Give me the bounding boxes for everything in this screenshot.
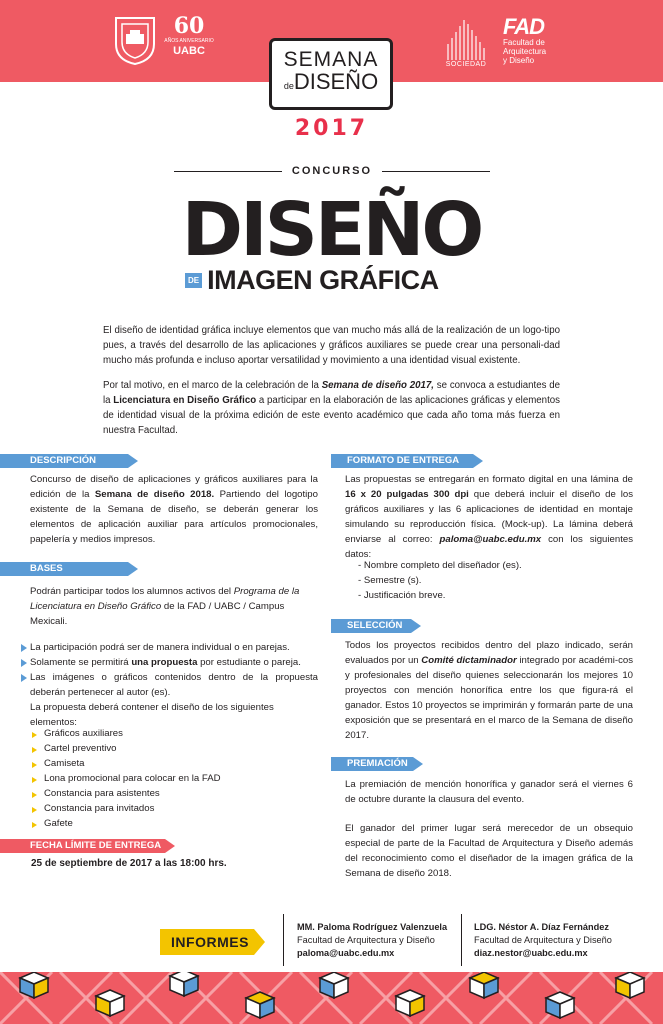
contact-2-org: Facultad de Arquitectura y Diseño xyxy=(474,935,612,945)
informes-badge xyxy=(160,929,265,955)
seleccion-text xyxy=(345,638,633,743)
aniversario-number: 60 xyxy=(173,13,205,39)
triangle-bullet-icon xyxy=(32,807,37,813)
formato-item-3: - Justificación breve. xyxy=(358,590,446,601)
intro2-e: a participar en la elaboración de las aplicaciones gráficas y elementos de identidad visual de la próxima edición de este evento académico que cada año toma más fuerza en nuestra Facultad. xyxy=(103,395,560,436)
bases-intro xyxy=(30,584,318,629)
triangle-bullet-icon xyxy=(32,762,37,768)
intro-paragraph-2 xyxy=(103,378,560,438)
informes-label: INFORMES xyxy=(171,934,249,950)
contact-1-email[interactable]: paloma@uabc.edu.mx xyxy=(297,948,395,958)
bases-a: Podrán participar todos los alumnos activos del xyxy=(30,586,234,597)
formato-header xyxy=(331,454,483,468)
desc-b: Semana de diseño 2018. xyxy=(94,489,215,500)
formato-label: FORMATO DE ENTREGA xyxy=(347,455,460,466)
header-bar xyxy=(0,562,138,576)
bases-rule-4: La propuesta deberá contener el diseño de los siguientes elementos: xyxy=(30,702,274,728)
desc-a: Concurso de diseño de aplicaciones y gráficos auxiliares para la edición de la xyxy=(30,474,318,500)
sociedad-label: SOCIEDAD xyxy=(445,61,487,68)
seleccion-header xyxy=(331,619,421,633)
fmt-a: Las propuestas se entregarán en formato digital en una lámina de xyxy=(345,474,633,485)
triangle-bullet-icon xyxy=(32,777,37,783)
premiacion-text-1: La premiación de mención honorífica y ganador será el viernes 6 de octubre durante la clausura del evento. xyxy=(345,779,633,805)
bases-label: BASES xyxy=(30,563,63,574)
fmt-b: 16 x 20 pulgadas 300 dpi xyxy=(345,489,469,500)
semana-diseno-title xyxy=(269,38,393,110)
fad-name: FAD xyxy=(503,14,544,39)
intro2-d: Licenciatura en Diseño Gráfico xyxy=(113,395,257,406)
sociedad-logo xyxy=(438,14,494,74)
fad-logo xyxy=(503,16,546,65)
fad-sub1: Facultad de xyxy=(503,38,545,47)
uabc-shield-icon xyxy=(112,14,158,66)
divider-1 xyxy=(283,914,284,966)
bases-c: de la FAD / UABC / Campus Mexicali. xyxy=(30,601,285,627)
decorative-cube-pattern xyxy=(0,972,663,1024)
premiacion-text-2: El ganador del primer lugar será merecedor de un obsequio especial de parte de la Facultad de Arquitectura y Diseño además del reconocimiento como el diseñador de la imagen gráfica de la Semana de diseño 2018. xyxy=(345,823,633,879)
fad-sub2: Arquitectura xyxy=(503,47,547,56)
de-tag: DE xyxy=(185,273,202,288)
title-diseno-line xyxy=(272,71,390,97)
bases-rule-3: Las imágenes o gráficos contenidos dentro de la propuesta deberán pertenecer al autor (es). xyxy=(30,672,318,698)
triangle-bullet-icon xyxy=(32,822,37,828)
fmt-d: paloma@uabc.edu.mx xyxy=(439,534,542,545)
divider-2 xyxy=(461,914,462,966)
rule2-a: Solamente se permitirá xyxy=(30,657,132,668)
bases-item-3: Camiseta xyxy=(44,758,85,769)
intro2-a: Por tal motivo, en el marco de la celebración de la xyxy=(103,380,322,391)
bases-rule-2 xyxy=(30,655,320,670)
title-semana: SEMANA xyxy=(283,48,379,71)
triangle-bullet-icon xyxy=(32,732,37,738)
fmt-e: con los siguientes datos: xyxy=(345,534,633,560)
intro2-c: se convoca a estudiantes de la xyxy=(103,380,561,406)
fecha-header xyxy=(0,839,175,853)
title-diseno: DISEÑO xyxy=(293,69,379,94)
triangle-bullet-icon xyxy=(32,792,37,798)
sel-a: Todos los proyectos recibidos dentro del plazo indicado, serán evaluados por un xyxy=(345,640,633,666)
premiacion-header xyxy=(331,757,423,771)
fmt-c: que deberá incluir el diseño de los gráficos auxiliares y las 6 aplicaciones de identidad en montaje simulando su reproducción física. (Mock-up). La lámina deberá enviarse al correo: xyxy=(345,489,633,545)
arrow-bullet-icon xyxy=(21,644,27,652)
event-year: 2017 xyxy=(294,116,369,141)
deadline-date: 25 de septiembre de 2017 a las 18:00 hrs. xyxy=(31,858,227,869)
premiacion-label: PREMIACIÓN xyxy=(347,758,408,769)
hero-subtitle xyxy=(185,265,439,297)
aniversario-uabc: UABC xyxy=(173,45,205,57)
arrow-bullet-icon xyxy=(21,674,27,682)
bases-item-7: Gafete xyxy=(44,818,73,829)
eyebrow-line-right xyxy=(382,171,490,172)
fecha-label: FECHA LÍMITE DE ENTREGA xyxy=(30,840,162,851)
intro2-b: Semana de diseño 2017, xyxy=(321,380,434,391)
rule2-c: por estudiante o pareja. xyxy=(197,657,301,668)
concurso-eyebrow xyxy=(174,163,490,179)
bases-item-4: Lona promocional para colocar en la FAD xyxy=(44,773,221,784)
fad-sub3: y Diseño xyxy=(503,56,535,65)
subtitle-text: IMAGEN GRÁFICA xyxy=(207,265,439,295)
formato-text xyxy=(345,472,633,562)
bases-item-2: Cartel preventivo xyxy=(44,743,117,754)
building-icon xyxy=(438,14,494,62)
formato-item-2: - Semestre (s). xyxy=(358,575,422,586)
descripcion-label: DESCRIPCIÓN xyxy=(30,455,96,466)
contact-2-email[interactable]: diaz.nestor@uabc.edu.mx xyxy=(474,948,588,958)
bases-item-5: Constancia para asistentes xyxy=(44,788,160,799)
hero-title: DISEÑO xyxy=(181,187,482,273)
desc-c: Partiendo del logotipo existente de la Semana de diseño, se deberán generar los elementos de aplicación auxiliar para artículos promocionales, papelería y medios impresos. xyxy=(30,489,318,545)
descripcion-text xyxy=(30,472,318,547)
formato-item-1: - Nombre completo del diseñador (es). xyxy=(358,560,522,571)
seleccion-label: SELECCIÓN xyxy=(347,620,403,631)
intro-paragraph-1: El diseño de identidad gráfica incluye elementos que van mucho más allá de la realización de un logo-tipo pues, a través del desarrollo de las aplicaciones y gráficos auxiliares se puede crear una personali-dad mucho más profunda e incluso aportar versatilidad y movimiento a una identidad visual existente. xyxy=(103,325,560,366)
contact-1-org: Facultad de Arquitectura y Diseño xyxy=(297,935,435,945)
triangle-bullet-icon xyxy=(32,747,37,753)
aniversario-60-logo xyxy=(162,14,216,74)
bases-b: Programa de la Licenciatura en Diseño Gráfico xyxy=(30,586,300,612)
bases-item-1: Gráficos auxiliares xyxy=(44,728,123,739)
contact-2-name: LDG. Néstor A. Díaz Fernández xyxy=(474,922,609,932)
sel-c: integrado por académi-cos y profesionales del diseño quienes seleccionarán los mejores 10 proyectos con mención honorífica entre los que figura-rá el ganador. Estos 10 proyectos se imprimirán y formarán parte de una exposición que se presentará en el marco de la Semana de diseño 2017. xyxy=(345,655,634,741)
arrow-bullet-icon xyxy=(21,659,27,667)
aniversario-small: AÑOS ANIVERSARIO xyxy=(164,38,214,44)
bases-header xyxy=(0,562,138,576)
contact-1-name: MM. Paloma Rodríguez Valenzuela xyxy=(297,922,448,932)
contact-1 xyxy=(297,921,447,960)
bases-item-6: Constancia para invitados xyxy=(44,803,155,814)
contact-2 xyxy=(474,921,612,960)
descripcion-header xyxy=(0,454,138,468)
rule2-b: una propuesta xyxy=(131,657,198,668)
title-de: de xyxy=(283,81,294,91)
eyebrow-text: CONCURSO xyxy=(291,165,373,177)
sel-b: Comité dictaminador xyxy=(421,655,517,666)
bases-rule-1: La participación podrá ser de manera individual o en parejas. xyxy=(30,642,290,653)
